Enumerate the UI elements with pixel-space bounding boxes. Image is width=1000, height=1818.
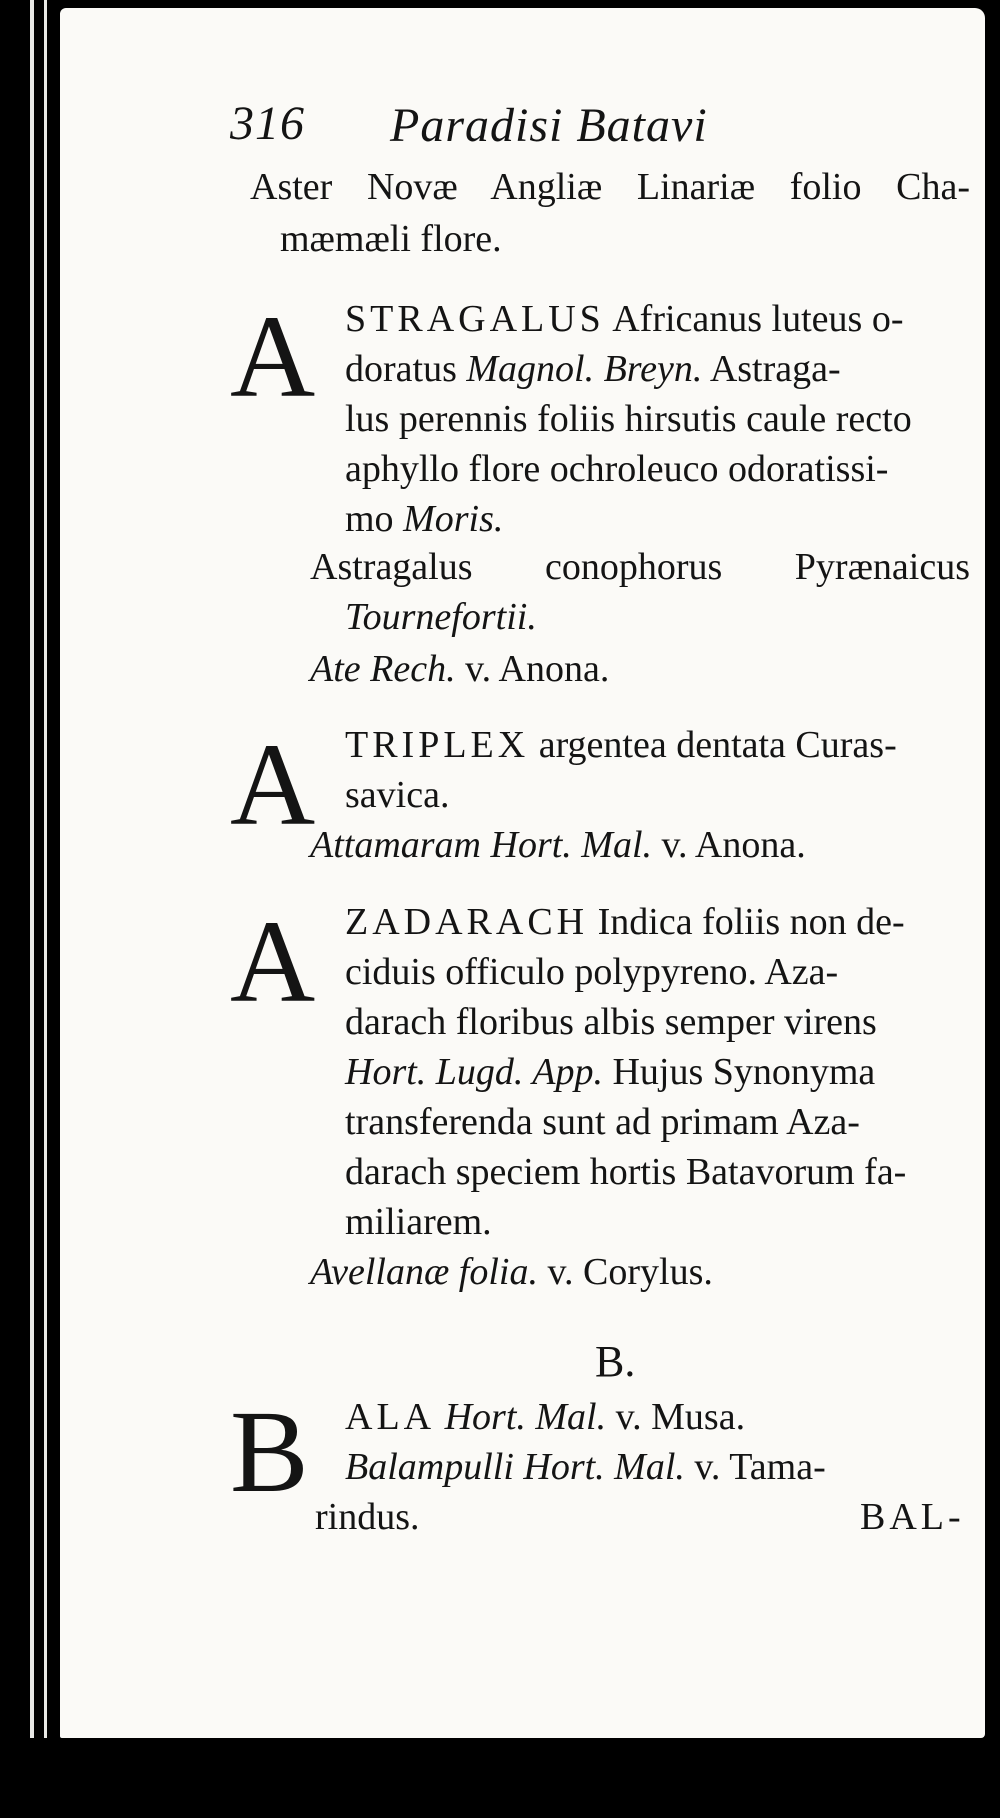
entry-line: ZADARACH Indica foliis non de- — [345, 901, 905, 943]
entry-line: mæmæli flore. — [280, 218, 502, 260]
entry-line: Ate Rech. v. Anona. — [310, 648, 610, 690]
entry-line: Balampulli Hort. Mal. v. Tama- — [345, 1446, 826, 1488]
catchword: BAL- — [860, 1496, 965, 1538]
entry-line: Attamaram Hort. Mal. v. Anona. — [310, 824, 806, 866]
entry-line: Hort. Lugd. App. Hujus Synonyma — [345, 1051, 876, 1093]
drop-cap: A — [230, 896, 316, 1027]
entry-line: Astragalus conophorus Pyrænaicus — [310, 546, 970, 588]
entry-line: mo Moris. — [345, 498, 504, 540]
entry-line: darach speciem hortis Batavorum fa- — [345, 1151, 907, 1193]
entry-line: savica. — [345, 774, 450, 816]
drop-cap: A — [230, 291, 316, 422]
entry-line: Aster Novæ Angliæ Linariæ folio Cha- — [250, 166, 970, 208]
entry-line: Tournefortii. — [345, 596, 537, 638]
spine-edge-line — [44, 0, 47, 1760]
entry-line: miliarem. — [345, 1201, 492, 1243]
entry-line: rindus. — [315, 1496, 420, 1538]
running-head: Paradisi Batavi — [390, 99, 708, 152]
page-number: 316 — [230, 97, 305, 150]
entry-line: aphyllo flore ochroleuco odoratissi- — [345, 448, 889, 490]
entry-line: TRIPLEX argentea dentata Curas- — [345, 724, 897, 766]
entry-line: transferenda sunt ad primam Aza- — [345, 1101, 860, 1143]
entry-line: ALA Hort. Mal. v. Musa. — [345, 1396, 746, 1438]
book-spine — [0, 0, 60, 1818]
drop-cap: A — [230, 719, 316, 850]
drop-cap: B — [230, 1386, 309, 1517]
entry-line: doratus Magnol. Breyn. Astraga- — [345, 348, 841, 390]
section-letter: B. — [595, 1337, 636, 1386]
page-bottom-shadow — [0, 1738, 1000, 1818]
entry-line: Avellanæ folia. v. Corylus. — [310, 1251, 713, 1293]
entry-line: STRAGALUS Africanus luteus o- — [345, 298, 904, 340]
book-page — [60, 8, 985, 1738]
entry-line: darach floribus albis semper virens — [345, 1001, 877, 1043]
entry-line: lus perennis foliis hirsutis caule recto — [345, 398, 912, 440]
spine-edge-line — [30, 0, 34, 1760]
entry-line: ciduis officulo polypyreno. Aza- — [345, 951, 839, 993]
